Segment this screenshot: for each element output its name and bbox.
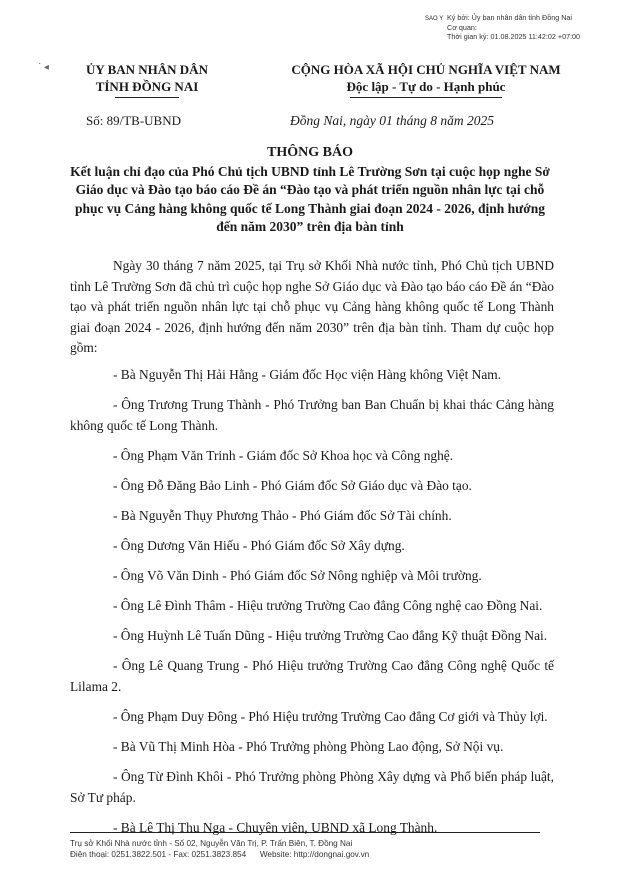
document-date: Đồng Nai, ngày 01 tháng 8 năm 2025 <box>290 113 494 128</box>
page-footer <box>70 832 540 860</box>
footer-phone: Điện thoại: 0251.3822.501 - Fax: 0251.3823.854 <box>70 850 247 859</box>
attendee-item: - Bà Vũ Thị Minh Hòa - Phó Trưởng phòng Phòng Lao động, Sở Nội vụ. <box>113 739 504 755</box>
attendee-item: - Bà Nguyễn Thụy Phương Thảo - Phó Giám đốc Sở Tài chính. <box>113 507 452 523</box>
document-subtitle: Kết luận chỉ đạo của Phó Chủ tịch UBND tỉnh Lê Trường Sơn tại cuộc họp nghe Sở Giáo dục và Đào tạo báo cáo Đề án “Đào tạo và phát triển nguồn nhân lực tại chỗ phục vụ Cảng hàng không quốc tế Long Thành giai đoạn 2024 - 2026, định hướng đến năm 2030” trên địa bàn tỉnh <box>70 164 550 235</box>
agency-line-1: ỦY BAN NHÂN DÂN <box>86 62 208 77</box>
margin-mark: ˙ ◂ <box>38 62 49 73</box>
attendee-item: - Bà Nguyễn Thị Hải Hằng - Giám đốc Học viện Hàng không Việt Nam. <box>113 366 502 382</box>
attendee-item: - Ông Dương Văn Hiếu - Phó Giám đốc Sở Xây dựng. <box>113 538 405 554</box>
attendee-item: - Ông Lê Đình Thâm - Hiệu trưởng Trường Cao đẳng Công nghệ cao Đồng Nai. <box>113 598 543 614</box>
signature-time: Thời gian ký: 01.08.2025 11:42:02 +07:00 <box>447 32 581 42</box>
attendee-item: - Ông Võ Văn Dinh - Phó Giám đốc Sở Nông nghiệp và Môi trường. <box>113 568 482 584</box>
signature-agency: Cơ quan: <box>447 22 477 32</box>
digital-signature-stamp <box>447 13 580 42</box>
footer-website: Website: http://dongnai.gov.vn <box>259 850 370 859</box>
issuing-agency <box>62 61 232 98</box>
intro-paragraph: Ngày 30 tháng 7 năm 2025, tại Trụ sở Khối Nhà nước tỉnh, Phó Chủ tịch UBND tỉnh Lê Trường Sơn đã chủ trì cuộc họp nghe Sở Giáo dục và Đào tạo báo cáo Đề án “Đào tạo và phát triển nguồn nhân lực tại chỗ phục vụ Cảng hàng không quốc tế Long Thành giai đoạn 2024 - 2026, định hướng đến năm 2030” trên địa bàn tỉnh. Tham dự cuộc họp gồm: <box>70 258 554 356</box>
document-number: Số: 89/TB-UBND <box>86 113 181 128</box>
attendee-item: - Ông Đỗ Đăng Bảo Linh - Phó Giám đốc Sở Giáo dục và Đào tạo. <box>113 477 472 493</box>
attendee-item: - Ông Huỳnh Lê Tuấn Dũng - Hiệu trưởng Trường Cao đẳng Kỹ thuật Đồng Nai. <box>113 628 548 644</box>
agency-underline <box>115 97 179 98</box>
attendee-item: - Ông Từ Đình Khôi - Phó Trưởng phòng Phòng Xây dựng và Phổ biến pháp luật, Sở Tư pháp. <box>70 769 554 805</box>
document-body <box>70 256 554 848</box>
signature-signer: Ký bởi: Ủy ban nhân dân tỉnh Đồng Nai <box>447 13 572 22</box>
footer-address: Trụ sở Khối Nhà nước tỉnh - Số 02, Nguyễn Văn Trị, P. Trấn Biên, T. Đồng Nai <box>70 839 353 848</box>
document-title: THÔNG BÁO <box>267 145 353 160</box>
attendee-item: - Ông Trương Trung Thành - Phó Trưởng ban Ban Chuẩn bị khai thác Cảng hàng không quốc tế Long Thành. <box>70 397 554 433</box>
national-motto: Độc lập - Tự do - Hạnh phúc <box>346 79 506 94</box>
motto-underline <box>350 97 502 98</box>
agency-line-2: TỈNH ĐỒNG NAI <box>95 79 199 94</box>
attendee-item: - Ông Phạm Văn Trinh - Giám đốc Sở Khoa học và Công nghệ. <box>113 447 454 463</box>
copy-mark: SAO Y <box>425 16 444 22</box>
attendee-item: - Ông Phạm Duy Đông - Phó Hiệu trưởng Trường Cao đẳng Cơ giới và Thủy lợi. <box>113 709 548 725</box>
national-heading <box>256 61 596 98</box>
attendee-item: - Ông Lê Quang Trung - Phó Hiệu trưởng Trường Cao đẳng Công nghệ Quốc tế Lilama 2. <box>70 658 554 694</box>
national-title: CỘNG HÒA XÃ HỘI CHỦ NGHĨA VIỆT NAM <box>291 62 561 77</box>
attendee-item: - Bà Lê Thị Thu Nga - Chuyên viên, UBND xã Long Thành. <box>113 819 438 835</box>
